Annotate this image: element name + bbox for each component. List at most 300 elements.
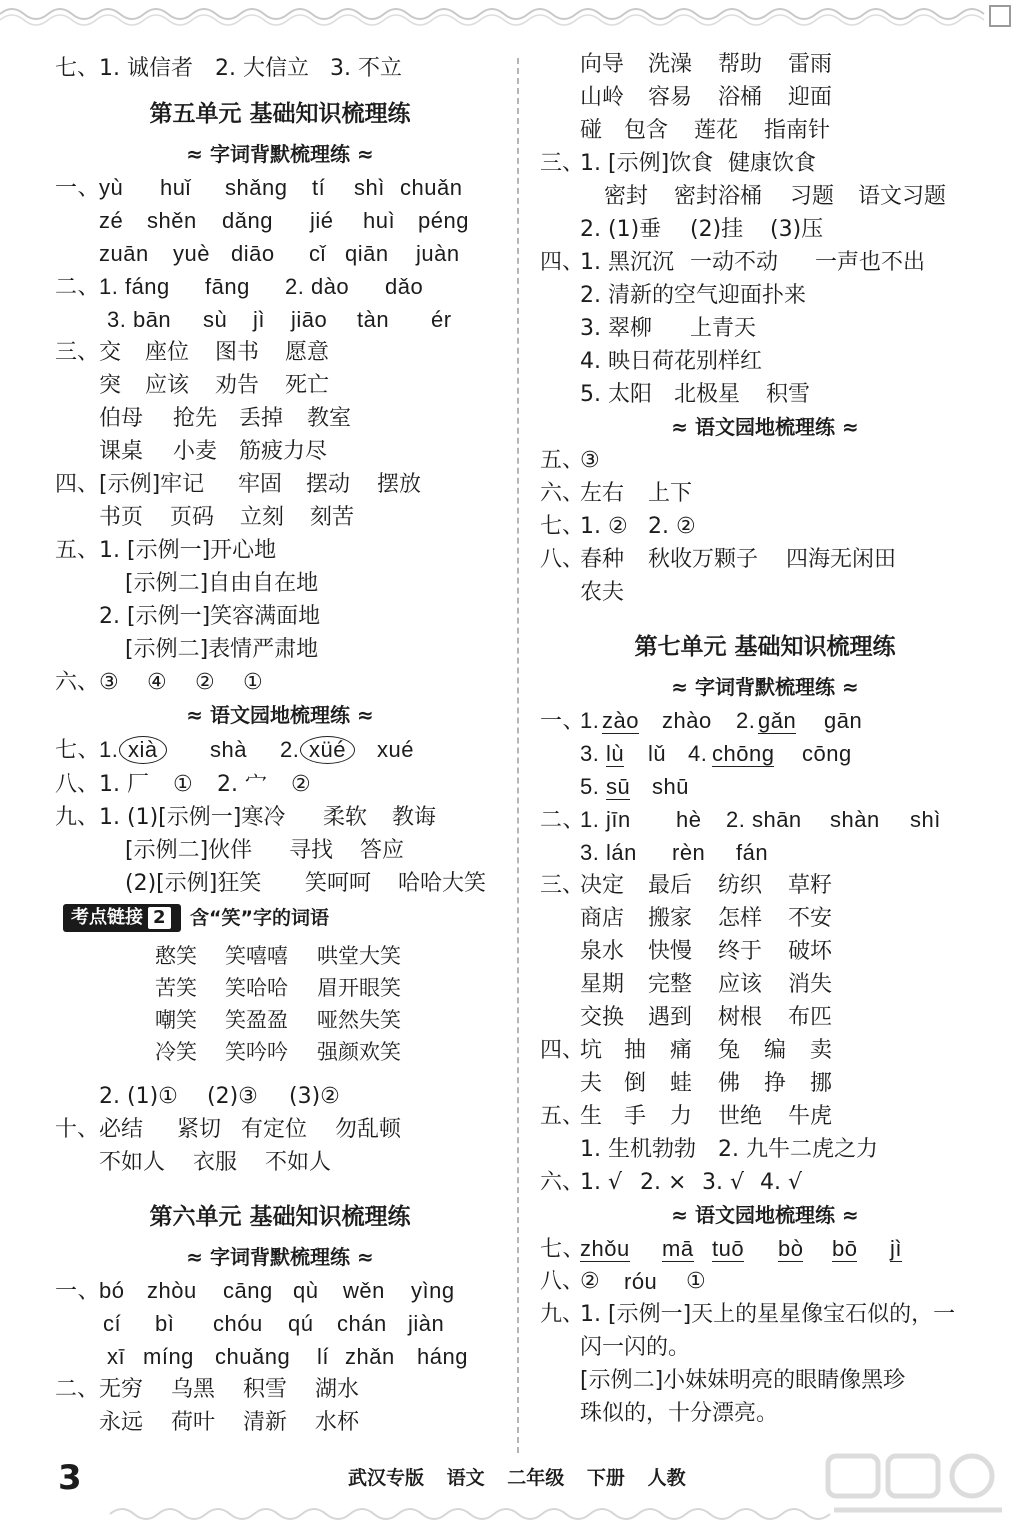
circled-pinyin: xüé	[300, 736, 355, 764]
answer-line	[55, 600, 505, 633]
answer-item: 柔软	[323, 805, 368, 830]
pinyin: míng	[143, 1344, 194, 1369]
word: 纺织	[718, 873, 763, 898]
answer-item: 1. 黑沉沉	[580, 250, 674, 275]
pinyin: xué	[377, 737, 414, 762]
answer-line	[540, 147, 990, 180]
answer-item: 闪一闪的。	[580, 1335, 691, 1360]
word: 泉水	[580, 939, 625, 964]
answer-line	[540, 1298, 990, 1331]
unit5-heading: 第五单元 基础知识梳理练	[149, 101, 411, 127]
pinyin: chán	[337, 1311, 387, 1336]
answer-line	[540, 378, 990, 411]
answer-line	[540, 477, 990, 510]
word: 劝告	[215, 373, 260, 398]
page-number: 3	[58, 1458, 82, 1498]
word: 向导	[580, 52, 625, 77]
column-divider	[517, 58, 519, 1453]
answer-line	[540, 114, 990, 147]
answer-line	[55, 1406, 505, 1439]
answer-item: (2)挂	[690, 217, 744, 242]
word: 挪	[810, 1071, 833, 1096]
word: 强颜欢笑	[317, 1040, 401, 1064]
answer-item: 4. 映日荷花别样红	[580, 349, 762, 374]
word: 生	[580, 1104, 603, 1129]
word: 消失	[788, 972, 833, 997]
word: 星期	[580, 972, 625, 997]
unit6-subheading-vocab: ≈ 字词背默梳理练 ≈	[186, 1245, 374, 1269]
pinyin: 3. lán	[580, 840, 637, 865]
answer-number: 3.	[580, 741, 600, 766]
word: 蛙	[670, 1071, 693, 1096]
pinyin: chóu	[213, 1311, 263, 1336]
answer-item: 寻找	[289, 838, 334, 863]
question-label: 七、	[540, 514, 585, 539]
question-label: 二、	[540, 807, 586, 832]
underlined-pinyin: tuō	[712, 1236, 745, 1261]
question-label: 三、	[540, 873, 585, 898]
pinyin: jiāo	[291, 307, 328, 332]
answer-item: ③	[99, 670, 119, 695]
word: 碰	[580, 118, 603, 143]
word: 冷笑	[155, 1040, 197, 1064]
answer-line	[540, 279, 990, 312]
word: 搬家	[648, 906, 693, 931]
pinyin: yuè	[173, 241, 210, 266]
word: 佛	[718, 1071, 741, 1096]
pinyin: jì	[253, 307, 265, 332]
answer-line	[55, 237, 505, 270]
word: 座位	[145, 340, 190, 365]
pinyin: yù	[99, 175, 124, 200]
pinyin: cǐ	[309, 241, 326, 266]
answer-item: [示例二]表情严肃地	[125, 637, 319, 662]
answer-item: [示例二]自由自在地	[125, 571, 319, 596]
answer-line	[540, 1133, 990, 1166]
word: 快慢	[648, 939, 693, 964]
word: 积雪	[243, 1377, 288, 1402]
footer-grade: 二年级	[507, 1467, 565, 1489]
pinyin: gān	[824, 708, 863, 733]
word: 莲花	[694, 118, 739, 143]
answer-line	[540, 1067, 990, 1100]
pinyin: zuān	[99, 241, 149, 266]
pinyin: háng	[417, 1344, 468, 1369]
answer-item: 勿乱顿	[335, 1117, 402, 1142]
answer-item: ①	[243, 670, 263, 695]
question-label: 七、	[55, 56, 100, 81]
question-label: 二、	[55, 274, 101, 299]
list-item	[55, 940, 505, 972]
answer-item: 1. 诚信者	[99, 56, 193, 81]
word: 页码	[170, 505, 215, 530]
question-label: 七、	[55, 737, 101, 762]
word: 嘲笑	[155, 1008, 197, 1032]
pinyin: juàn	[416, 241, 460, 266]
word: 痛	[670, 1038, 693, 1063]
answer-item: ④	[147, 670, 167, 695]
pinyin: lǔ	[648, 741, 667, 766]
pinyin: yìng	[411, 1278, 455, 1303]
answer-line	[540, 576, 990, 609]
answer-line	[55, 204, 505, 237]
answer-line	[55, 801, 505, 834]
pinyin: bó	[99, 1278, 125, 1303]
pinyin: 1. jīn	[580, 807, 631, 832]
question-label: 十、	[55, 1117, 100, 1142]
answer-line	[55, 1080, 505, 1113]
pinyin: huǐ	[160, 175, 191, 200]
answer-line	[540, 770, 990, 803]
answer-line	[55, 768, 505, 801]
pinyin: lí	[317, 1344, 329, 1369]
answer-item: ②	[580, 1269, 600, 1294]
pinyin: shěn	[147, 208, 197, 233]
word: 交换	[580, 1005, 625, 1030]
answer-item: 积雪	[766, 382, 811, 407]
pinyin: shì	[910, 807, 941, 832]
answer-item: 哈哈大笑	[398, 871, 487, 896]
word: 不安	[788, 906, 833, 931]
word: 清新	[243, 1410, 288, 1435]
kaodian-badge-number: 2	[148, 907, 171, 929]
word: 憨笑	[155, 944, 197, 968]
word: 突	[99, 373, 122, 398]
word: 雷雨	[788, 52, 833, 77]
word: 交	[99, 340, 122, 365]
answer-item: 上下	[648, 481, 693, 506]
answer-item: 2. [示例一]笑容满面地	[99, 604, 321, 629]
question-label: 五、	[55, 538, 100, 563]
pinyin: ér	[431, 307, 452, 332]
word: 破坏	[788, 939, 833, 964]
answer-item: (2)③	[207, 1084, 258, 1109]
answer-line	[55, 666, 505, 699]
list-item	[55, 972, 505, 1004]
question-label: 六、	[55, 670, 100, 695]
right-column	[540, 48, 990, 1430]
circled-pinyin: xià	[119, 736, 167, 764]
word: 书页	[99, 505, 144, 530]
answer-item: 农夫	[580, 580, 625, 605]
answer-item: 2. (1)垂	[580, 217, 662, 242]
answer-item: 2. (1)①	[99, 1084, 178, 1109]
pinyin: 1. fáng	[99, 274, 170, 299]
answer-item: 语文习题	[858, 184, 947, 209]
answer-item: 秋收万颗子	[648, 547, 759, 572]
pinyin: cí	[103, 1311, 122, 1336]
word: 挣	[764, 1071, 787, 1096]
question-label: 八、	[540, 1269, 585, 1294]
kaodian-badge-label: 考点链接	[71, 907, 143, 928]
answer-item: (2)[示例]狂笑	[125, 871, 262, 896]
answer-item: 1. √	[580, 1170, 623, 1195]
answer-item: ②	[291, 772, 311, 797]
word: 抽	[624, 1038, 647, 1063]
answer-line	[55, 435, 505, 468]
underlined-pinyin: chōng	[712, 741, 775, 766]
word: 应该	[145, 373, 190, 398]
word: 笑哈哈	[225, 976, 288, 1000]
question-label: 四、	[540, 1038, 585, 1063]
answer-item: 有定位	[241, 1117, 308, 1142]
pinyin: shì	[354, 175, 385, 200]
kaodian-title: 含“笑”字的词语	[190, 907, 329, 929]
pinyin: dǎo	[385, 274, 424, 299]
answer-item: (3)②	[289, 1084, 340, 1109]
answer-item: 衣服	[193, 1150, 238, 1175]
answer-item: ①	[173, 772, 193, 797]
word: 指南针	[764, 118, 831, 143]
pinyin: hè	[676, 807, 702, 832]
word: 完整	[648, 972, 693, 997]
question-label: 八、	[55, 772, 100, 797]
answer-item: 不如人	[99, 1150, 166, 1175]
word: 丢掉	[239, 406, 284, 431]
answer-item: 2. 大信立	[215, 56, 309, 81]
pinyin: fán	[736, 840, 769, 865]
answer-item: 珠似的，十分漂亮。	[580, 1401, 779, 1426]
answer-line	[55, 468, 505, 501]
answer-line	[540, 737, 990, 770]
answer-line	[55, 303, 505, 336]
word: 刻苦	[310, 505, 355, 530]
answer-item: 一声也不出	[815, 250, 926, 275]
answer-line	[540, 81, 990, 114]
pinyin: tàn	[357, 307, 390, 332]
answer-line	[55, 1307, 505, 1340]
answer-item: (3)压	[770, 217, 824, 242]
answer-line	[540, 1001, 990, 1034]
word: 愿意	[285, 340, 330, 365]
pinyin: zhǎn	[345, 1344, 395, 1369]
answer-item: 3. √	[702, 1170, 745, 1195]
answer-line	[540, 48, 990, 81]
word: 哄堂大笑	[317, 944, 401, 968]
word: 永远	[99, 1410, 144, 1435]
unit7-subheading-garden: ≈ 语文园地梳理练 ≈	[671, 1203, 859, 1227]
kaodian-badge	[63, 904, 181, 932]
word: 抢先	[173, 406, 218, 431]
answer-line	[540, 1397, 990, 1430]
answer-line	[540, 510, 990, 543]
answer-line	[55, 1146, 505, 1179]
word: 倒	[624, 1071, 647, 1096]
question-label: 九、	[540, 1302, 585, 1327]
underlined-pinyin: sū	[606, 774, 631, 799]
list-item	[55, 1004, 505, 1036]
word: 摆放	[377, 472, 422, 497]
answer-line	[540, 704, 990, 737]
word: 笑吟吟	[225, 1040, 288, 1064]
answer-item: 2. ②	[648, 514, 696, 539]
word: 笑盈盈	[225, 1008, 288, 1032]
word: 树根	[718, 1005, 763, 1030]
answer-item: 一动不动	[690, 250, 779, 275]
word: 卖	[810, 1038, 833, 1063]
pinyin: cāng	[223, 1278, 273, 1303]
pinyin: huì	[363, 208, 396, 233]
answer-line	[540, 444, 990, 477]
question-label: 三、	[540, 151, 585, 176]
word: 怎样	[718, 906, 763, 931]
word: 笑嘻嘻	[225, 944, 288, 968]
answer-line	[55, 1274, 505, 1307]
answer-item: ②	[195, 670, 215, 695]
underlined-pinyin: zhǒu	[580, 1236, 630, 1261]
answer-item: 1. [示例一]天上的星星像宝石似的，一	[580, 1302, 956, 1327]
answer-item: 必结	[99, 1117, 144, 1142]
answer-item: 3. 翠柳	[580, 316, 652, 341]
answer-line	[540, 213, 990, 246]
answer-item: 1. (1)[示例一]寒冷	[99, 805, 286, 830]
word: 立刻	[240, 505, 285, 530]
answer-number: 4.	[688, 741, 708, 766]
answer-line	[540, 902, 990, 935]
answer-line	[540, 1166, 990, 1199]
pinyin: jiàn	[408, 1311, 445, 1336]
answer-line	[540, 345, 990, 378]
underlined-pinyin: lù	[606, 741, 625, 766]
pinyin: sù	[203, 307, 228, 332]
answer-item: 2. ×	[640, 1170, 687, 1195]
answer-line	[540, 803, 990, 836]
answer-line	[55, 369, 505, 402]
word: 图书	[215, 340, 260, 365]
answer-item: 4. √	[760, 1170, 803, 1195]
unit5-subheading-vocab: ≈ 字词背默梳理练 ≈	[186, 142, 374, 166]
pinyin: péng	[418, 208, 469, 233]
word: 苦笑	[155, 976, 197, 1000]
pinyin: róu	[624, 1269, 658, 1294]
answer-line	[55, 567, 505, 600]
answer-line	[55, 633, 505, 666]
answer-line	[540, 1364, 990, 1397]
answer-item: 春种	[580, 547, 625, 572]
question-label: 七、	[540, 1236, 586, 1261]
answer-item: 3. 不立	[330, 56, 402, 81]
word: 荷叶	[171, 1410, 216, 1435]
answer-line	[540, 1034, 990, 1067]
pinyin: dǎng	[222, 208, 273, 233]
answer-line	[55, 336, 505, 369]
word: 小麦	[173, 439, 218, 464]
pinyin: shà	[210, 737, 247, 762]
word: 坑	[580, 1038, 603, 1063]
footer-volume: 下册	[586, 1467, 625, 1489]
pinyin: zhòu	[147, 1278, 197, 1303]
answer-line	[540, 869, 990, 902]
question-label: 六、	[540, 1170, 585, 1195]
answer-item: 2. 宀	[217, 772, 267, 797]
pinyin: qiān	[345, 241, 389, 266]
answer-item: 左右	[580, 481, 625, 506]
answer-line	[540, 543, 990, 576]
pinyin: xī	[107, 1344, 126, 1369]
answer-line	[540, 246, 990, 279]
word: 决定	[580, 873, 625, 898]
answer-item: 习题	[790, 184, 835, 209]
pinyin: 2. shān	[726, 807, 802, 832]
word: 伯母	[99, 406, 144, 431]
answer-line	[55, 1373, 505, 1406]
word: 编	[764, 1038, 787, 1063]
word: 夫	[580, 1071, 603, 1096]
pinyin: chuǎng	[215, 1344, 291, 1369]
answer-line	[55, 1113, 505, 1146]
answer-line	[55, 48, 505, 90]
pinyin: jié	[310, 208, 334, 233]
answer-line	[55, 834, 505, 867]
answer-item: 1. ②	[580, 514, 628, 539]
answer-item: 答应	[360, 838, 405, 863]
pinyin: chuǎn	[400, 175, 463, 200]
pinyin: qù	[293, 1278, 319, 1303]
answer-item: 健康饮食	[728, 151, 817, 176]
footer-edition: 武汉专版	[348, 1467, 425, 1489]
pinyin: cōng	[802, 741, 852, 766]
question-label: 六、	[540, 481, 585, 506]
answer-item: [示例二]伙伴	[125, 838, 253, 863]
answer-line	[55, 867, 505, 900]
top-decorative-band	[0, 0, 1024, 30]
question-label: 五、	[540, 448, 585, 473]
word: 最后	[648, 873, 693, 898]
word: 兔	[718, 1038, 741, 1063]
pinyin: wěn	[343, 1278, 385, 1303]
answer-item: 教诲	[392, 805, 437, 830]
answer-item: ③	[580, 448, 600, 473]
answer-line	[55, 270, 505, 303]
word: 无穷	[99, 1377, 144, 1402]
footer-subject: 语文	[446, 1467, 485, 1489]
word: 草籽	[788, 873, 833, 898]
pinyin: zé	[99, 208, 124, 233]
word: 水杯	[315, 1410, 360, 1435]
word: 浴桶	[718, 85, 763, 110]
answer-item: 2. 九牛二虎之力	[718, 1137, 878, 1162]
answer-item: ①	[686, 1269, 706, 1294]
question-label: 四、	[55, 472, 100, 497]
question-label: 八、	[540, 547, 585, 572]
pinyin: diāo	[231, 241, 275, 266]
answer-number: 2.	[280, 737, 300, 762]
answer-item: 上青天	[690, 316, 757, 341]
question-label: 二、	[55, 1377, 100, 1402]
question-label: 五、	[540, 1104, 585, 1129]
answer-item: 北极星	[674, 382, 741, 407]
word: 眉开眼笑	[317, 976, 401, 1000]
pinyin: shū	[652, 774, 689, 799]
pinyin: shàn	[830, 807, 880, 832]
answer-number: 5.	[580, 774, 600, 799]
word: 山岭	[580, 85, 625, 110]
word: 哑然失笑	[317, 1008, 401, 1032]
underlined-pinyin: jì	[890, 1236, 902, 1261]
word: 湖水	[315, 1377, 360, 1402]
word: 包含	[624, 118, 669, 143]
word: 牛虎	[788, 1104, 833, 1129]
footer-publisher: 人教	[647, 1467, 686, 1489]
word: 教室	[307, 406, 352, 431]
word: 手	[624, 1104, 647, 1129]
word: 世绝	[718, 1104, 763, 1129]
word: 课桌	[99, 439, 144, 464]
word: 洗澡	[648, 52, 693, 77]
word: 乌黑	[171, 1377, 216, 1402]
left-column	[55, 48, 505, 1439]
answer-line	[540, 180, 990, 213]
